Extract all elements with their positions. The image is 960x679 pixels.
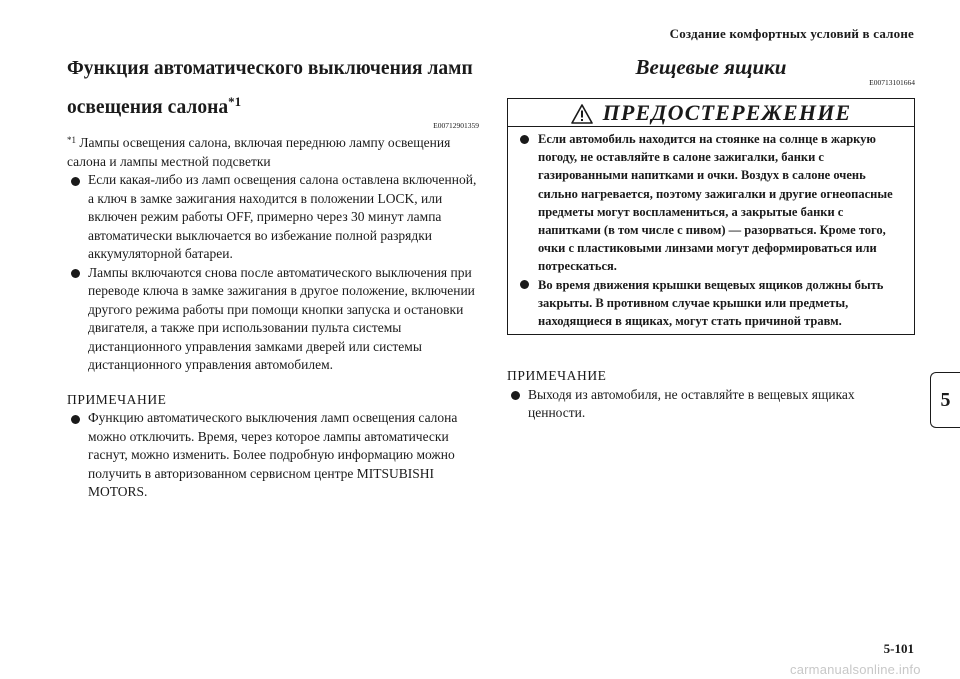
warning-item (516, 276, 908, 331)
bullet-icon (511, 391, 520, 400)
warning-item-text: Если автомобиль находится на стоянке на солнце в жаркую погоду, не оставляйте в салоне зажигалки, банки с газированными напитками и очки. Воздух в салоне очень сильно нагревается, поэтому зажигалки и другие огнеопасные предметы могут воспламениться, а закрытые банки с напитками (в том числе с пивом) — разорваться. Кроме того, очки с пластиковыми линзами могут деформироваться или потрескаться. (538, 132, 893, 274)
note-list (507, 386, 915, 423)
note-label: ПРИМЕЧАНИЕ (67, 391, 167, 407)
list-item-text: Лампы включаются снова после автоматического выключения при переводе ключа в замке зажигания в другое положение, включении другого режима работы при помощи кнопки запуска и остановки двигателя, а также при использовании пульта системы дистанционного управления замками дверей или системы дистанционного управления автомобилем. (88, 264, 475, 372)
bullet-icon (520, 280, 529, 289)
list-item-text: Функцию автоматического выключения ламп освещения салона можно отключить. Время, через которое лампы автоматически гаснут, можно изменить. Более подробную информацию можно получить в авторизованном сервисном центре MITSUBISHI MOTORS. (88, 410, 458, 499)
right-column (507, 52, 915, 423)
auto-off-list (67, 171, 479, 375)
section-heading-auto-off (67, 52, 479, 124)
list-item (67, 171, 479, 264)
section-code: E00712901359 (433, 121, 479, 130)
list-item (67, 264, 479, 375)
bullet-icon (71, 177, 80, 186)
footnote-mark: *1 (67, 135, 76, 145)
bullet-icon (520, 135, 529, 144)
warning-item (516, 130, 908, 276)
list-item-text: Если какая-либо из ламп освещения салона оставлена включенной, а ключ в замке зажигания находится в положении LOCK, или включен режим работы OFF, примерно через 30 минут лампа автоматически выключается во избежание полной разрядки аккумуляторной батареи. (88, 172, 477, 261)
section-heading-glove-boxes: Вещевые ящики (635, 55, 787, 79)
warning-item-text: Во время движения крышки вещевых ящиков должны быть закрыты. В противном случае крышки или предметы, находящиеся в ящиках, могут стать причиной травм. (538, 277, 884, 329)
bullet-icon (71, 269, 80, 278)
note-label: ПРИМЕЧАНИЕ (507, 368, 607, 384)
warning-box (507, 98, 915, 335)
list-item (507, 386, 915, 423)
footnote (67, 131, 479, 171)
warning-header (508, 99, 914, 127)
heading-text: Функция автоматического выключения ламп освещения салона (67, 58, 473, 118)
warning-triangle-icon (571, 104, 593, 124)
watermark: carmanualsonline.info (790, 662, 921, 677)
left-column (67, 52, 479, 502)
list-item-text: Выходя из автомобиля, не оставляйте в вещевых ящиках ценности. (528, 386, 855, 421)
note-list (67, 409, 479, 502)
chapter-tab: 5 (930, 372, 960, 428)
warning-title: ПРЕДОСТЕРЕЖЕНИЕ (602, 99, 852, 125)
bullet-icon (71, 415, 80, 424)
heading-superscript: *1 (228, 94, 242, 109)
warning-list (508, 130, 914, 330)
page-number: 5-101 (883, 641, 914, 656)
list-item (67, 409, 479, 502)
footnote-text: Лампы освещения салона, включая переднюю лампу освещения салона и лампы местной подсветки (67, 135, 451, 169)
running-header: Создание комфортных условий в салоне (669, 26, 914, 41)
section-code: E00713101664 (869, 78, 915, 87)
